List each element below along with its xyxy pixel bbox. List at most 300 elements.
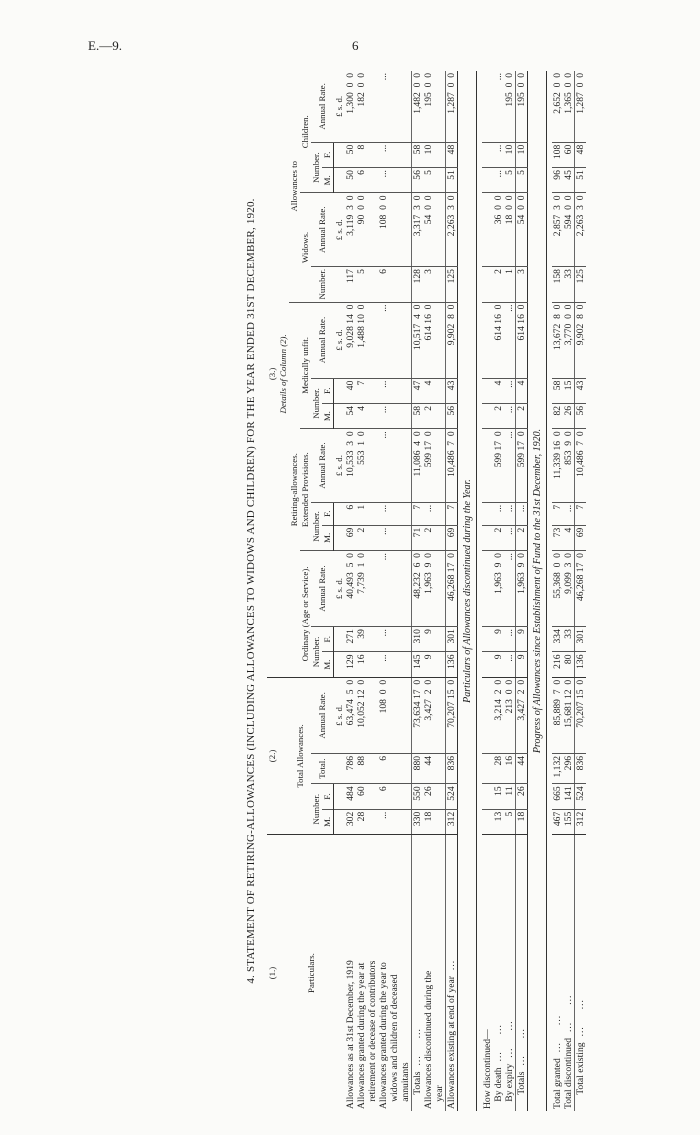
cell-mn-m [434, 403, 446, 428]
medically-rate-heading: Annual Rate. [311, 302, 334, 378]
cell-mr: ... [504, 302, 516, 378]
total-total-heading: Total. [311, 753, 334, 783]
row-label [552, 835, 563, 1111]
cell-en-m: 4 [563, 525, 575, 550]
cell-tn-t [400, 753, 412, 783]
cell-cn-m [367, 168, 378, 193]
cell-or: 7,739 1 0 [356, 551, 367, 627]
widows-rate-units: £ s. d. [334, 193, 345, 267]
cell-tn-t: 16 [504, 753, 516, 783]
cell-cr: 182 0 0 [356, 71, 367, 142]
cell-tn-m [482, 809, 493, 834]
cell-wn: 6 [378, 267, 389, 303]
cell-or: ... [378, 551, 389, 627]
cell-wn: 3 [423, 267, 434, 303]
total-m-heading: M. [322, 809, 334, 834]
cell-tn-f: 26 [515, 784, 527, 809]
cell-cn-f: 48 [445, 142, 457, 167]
cell-on-f: 39 [356, 627, 367, 652]
cell-cn-m: 5 [504, 168, 516, 193]
cell-er: 11,086 4 0 [411, 429, 423, 503]
section-discontinued-heading [457, 71, 482, 1111]
cell-tn-t: 88 [356, 753, 367, 783]
cell-tr [434, 677, 446, 753]
cell-wr: 54 0 0 [515, 193, 527, 267]
cell-wn [367, 267, 378, 303]
table-row [504, 71, 516, 1111]
cell-en-m: 69 [445, 525, 457, 550]
cell-tn-m [389, 809, 400, 834]
cell-mn-m: 2 [515, 403, 527, 428]
row-label [345, 835, 356, 1111]
extended-number-heading: Number. [311, 502, 322, 550]
cell-wr: 90 0 0 [356, 193, 367, 267]
cell-tr: 70,207 15 0 [445, 677, 457, 753]
cell-mn-f [434, 378, 446, 403]
children-f-heading: F. [322, 142, 334, 167]
cell-mn-m: 82 [552, 403, 563, 428]
cell-on-m: 136 [445, 652, 457, 677]
cell-or: 40,493 5 0 [345, 551, 356, 627]
cell-on-f [434, 627, 446, 652]
cell-on-m [400, 652, 412, 677]
cell-tn-f: 60 [356, 784, 367, 809]
cell-mn-f: 7 [356, 378, 367, 403]
cell-wr: 36 0 0 [493, 193, 504, 267]
cell-tn-f: 550 [411, 784, 423, 809]
cell-tn-m [367, 809, 378, 834]
cell-tn-f [434, 784, 446, 809]
row-label [504, 835, 516, 1111]
page-number: 6 [352, 38, 359, 53]
cell-wn: 3 [515, 267, 527, 303]
cell-or: 1,963 9 0 [515, 551, 527, 627]
cell-mn-f: 43 [445, 378, 457, 403]
row-label [389, 835, 400, 1111]
table-row [552, 71, 563, 1111]
cell-on-f: 9 [493, 627, 504, 652]
page-series-label: E.—9. [88, 38, 122, 53]
cell-tn-m: 302 [345, 809, 356, 834]
cell-cr [367, 71, 378, 142]
retiring-allowances-heading: Retiring-allowances. [289, 302, 300, 677]
cell-en-f: ... [504, 502, 516, 525]
leader-dots: ... ... [411, 1028, 423, 1066]
cell-en-m [389, 525, 400, 550]
cell-tr: 15,681 12 0 [563, 677, 575, 753]
leader-dots: ... ... [574, 999, 586, 1037]
cell-wr [367, 193, 378, 267]
cell-mn-m: 58 [411, 403, 423, 428]
cell-tr [400, 677, 412, 753]
cell-cr: 1,287 0 0 [445, 71, 457, 142]
cell-tn-t: 44 [515, 753, 527, 783]
cell-mn-f: 4 [515, 378, 527, 403]
cell-cn-f: 10 [515, 142, 527, 167]
cell-en-m: 69 [345, 525, 356, 550]
medically-f-heading: F. [322, 378, 334, 403]
cell-en-m: 2 [423, 525, 434, 550]
cell-mn-m: 56 [445, 403, 457, 428]
cell-en-f: ... [378, 502, 389, 525]
cell-mn-m: 26 [563, 403, 575, 428]
cell-mn-f: 15 [563, 378, 575, 403]
cell-cn-f: 58 [411, 142, 423, 167]
table-row [434, 71, 446, 1111]
cell-en-m: 2 [515, 525, 527, 550]
cell-mn-m [400, 403, 412, 428]
medically-m-heading: M. [322, 403, 334, 428]
cell-tr: 73,634 17 0 [411, 677, 423, 753]
extended-f-heading: F. [322, 502, 334, 525]
cell-er: 10,486 7 0 [445, 429, 457, 503]
leader-dots: ... [445, 959, 457, 971]
cell-or: 55,368 0 0 [552, 551, 563, 627]
row-label-text: By expiry [503, 1063, 515, 1109]
section-progress-heading [527, 71, 552, 1111]
cell-mr: 3,770 0 0 [563, 302, 575, 378]
cell-cn-f: 60 [563, 142, 575, 167]
cell-mn-m [482, 403, 493, 428]
total-rate-units: £ s. d. [334, 677, 345, 753]
cell-wn: 5 [356, 267, 367, 303]
cell-mr: 13,672 8 0 [552, 302, 563, 378]
row-label [367, 835, 378, 1111]
cell-tr: 3,427 2 0 [515, 677, 527, 753]
table-row [482, 71, 493, 1111]
cell-cn-m [482, 168, 493, 193]
cell-tr [367, 677, 378, 753]
children-rate-units: £ s. d. [334, 71, 345, 142]
row-label-text: By death [492, 1067, 504, 1109]
cell-en-m: 2 [356, 525, 367, 550]
cell-er: 853 9 0 [563, 429, 575, 503]
total-rate-heading: Annual Rate. [311, 677, 334, 753]
cell-mn-f: 58 [552, 378, 563, 403]
row-label [400, 835, 412, 1111]
cell-on-m: ... [504, 652, 516, 677]
cell-tn-t: 786 [345, 753, 356, 783]
cell-cr: 195 0 0 [423, 71, 434, 142]
cell-er [482, 429, 493, 503]
row-label [515, 835, 527, 1111]
cell-tn-t [367, 753, 378, 783]
row-label [356, 835, 367, 1111]
row-label [411, 835, 423, 1111]
section-main [345, 71, 458, 1111]
table-header [267, 71, 345, 1111]
cell-cn-m: 56 [411, 168, 423, 193]
cell-cr: 2,652 0 0 [552, 71, 563, 142]
cell-en-f: ... [515, 502, 527, 525]
cell-en-f: ... [423, 502, 434, 525]
statement-title: 4. STATEMENT OF RETIRING-ALLOWANCES (INCLUDING ALLOWANCES TO WIDOWS AND CHILDREN) FOR THE YEAR ENDED 31ST DECEMBER, 1920. [245, 198, 257, 984]
row-label-text: widows and children of deceased [388, 974, 400, 1109]
cell-wn: 125 [445, 267, 457, 303]
cell-cr: ... [378, 71, 389, 142]
cell-cn-m [389, 168, 400, 193]
cell-mn-m: 4 [356, 403, 367, 428]
cell-er: ... [504, 429, 516, 503]
cell-en-f: 7 [445, 502, 457, 525]
row-label-text: Allowances existing at end of year [445, 976, 457, 1109]
cell-tn-m [434, 809, 446, 834]
row-label [493, 835, 504, 1111]
cell-cn-m: 45 [563, 168, 575, 193]
cell-mn-m [367, 403, 378, 428]
cell-tn-t: 296 [563, 753, 575, 783]
cell-wr: 3,119 3 0 [345, 193, 356, 267]
cell-tn-f: 26 [423, 784, 434, 809]
table-row [400, 71, 412, 1111]
cell-cn-f [367, 142, 378, 167]
table-row [563, 71, 575, 1111]
total-number-heading: Number. [311, 784, 322, 835]
cell-wn: 128 [411, 267, 423, 303]
table-row [389, 71, 400, 1111]
table-row [515, 71, 527, 1111]
cell-tr: 3,214 2 0 [493, 677, 504, 753]
cell-tr: 63,474 5 0 [345, 677, 356, 753]
row-label [434, 835, 446, 1111]
cell-tn-f [400, 784, 412, 809]
cell-cn-f: ... [378, 142, 389, 167]
cell-wn: 33 [563, 267, 575, 303]
cell-mn-m: ... [504, 403, 516, 428]
ordinary-m-heading: M. [322, 652, 334, 677]
cell-wn [389, 267, 400, 303]
cell-tn-m: 312 [445, 809, 457, 834]
cell-wr [400, 193, 412, 267]
cell-tn-t: 880 [411, 753, 423, 783]
cell-er [434, 429, 446, 503]
leader-dots: ... ... [551, 1014, 563, 1053]
cell-on-m: 9 [423, 652, 434, 677]
leader-dots: ... ... [515, 1028, 527, 1066]
cell-mn-f: 4 [493, 378, 504, 403]
cell-en-m: 73 [552, 525, 563, 550]
ordinary-heading: Ordinary (Age or Service). [300, 551, 311, 678]
cell-en-f: 6 [345, 502, 356, 525]
table-row [378, 71, 389, 1111]
cell-on-f: ... [378, 627, 389, 652]
table-row [411, 71, 423, 1111]
cell-cn-m: 96 [552, 168, 563, 193]
cell-cn-f: 48 [574, 142, 586, 167]
table-row [356, 71, 367, 1111]
cell-cr: 1,287 0 0 [574, 71, 586, 142]
cell-on-f [389, 627, 400, 652]
cell-on-f: 9 [515, 627, 527, 652]
cell-on-m: 216 [552, 652, 563, 677]
cell-tn-f [367, 784, 378, 809]
cell-en-f [400, 502, 412, 525]
cell-cr: 195 0 0 [515, 71, 527, 142]
cell-tn-m: 28 [356, 809, 367, 834]
cell-cn-m: 6 [356, 168, 367, 193]
cell-cn-m: 51 [445, 168, 457, 193]
cell-wr: 2,857 3 0 [552, 193, 563, 267]
cell-mn-f: 47 [411, 378, 423, 403]
discontinued-caption: Particulars of Allowances discontinued during the Year. [457, 71, 476, 1111]
cell-or: 1,963 9 0 [423, 551, 434, 627]
cell-on-f: 271 [345, 627, 356, 652]
ordinary-rate-units: £ s. d. [334, 551, 345, 627]
row-label-text: Total granted [551, 1058, 563, 1109]
cell-en-f: 1 [356, 502, 367, 525]
cell-on-f: 9 [423, 627, 434, 652]
cell-on-m [434, 652, 446, 677]
cell-tr: 108 0 0 [378, 677, 389, 753]
cell-on-m: 80 [563, 652, 575, 677]
cell-tn-t: 836 [445, 753, 457, 783]
cell-mr [400, 302, 412, 378]
cell-cn-f: 10 [504, 142, 516, 167]
cell-er: 599 17 0 [493, 429, 504, 503]
cell-tr: 85,889 7 0 [552, 677, 563, 753]
cell-or: 46,268 17 0 [574, 551, 586, 627]
cell-en-f: ... [563, 502, 575, 525]
cell-tn-m: 18 [515, 809, 527, 834]
cell-er [400, 429, 412, 503]
cell-tn-t [434, 753, 446, 783]
cell-wr: 54 0 0 [423, 193, 434, 267]
ordinary-f-heading: F. [322, 627, 334, 652]
cell-wn: 1 [504, 267, 516, 303]
cell-en-m: 71 [411, 525, 423, 550]
row-label-text: Allowances granted during the year at [355, 962, 367, 1109]
col-number-1: (1.) [267, 966, 277, 980]
row-label-text: Allowances as at 31st December, 1919 [344, 960, 356, 1109]
cell-mr: 10,517 4 0 [411, 302, 423, 378]
col-number-3: (3.) [267, 71, 278, 677]
table-row [574, 71, 586, 1111]
cell-mr: ... [378, 302, 389, 378]
cell-wn: 117 [345, 267, 356, 303]
cell-er: 599 17 0 [515, 429, 527, 503]
cell-mn-f: ... [504, 378, 516, 403]
row-label [574, 835, 586, 1111]
cell-tn-t [389, 753, 400, 783]
cell-on-m: 9 [493, 652, 504, 677]
cell-tn-f: 484 [345, 784, 356, 809]
cell-or: 1,963 9 0 [493, 551, 504, 627]
table-row [345, 71, 356, 1111]
cell-cn-f: ... [493, 142, 504, 167]
cell-on-m: 145 [411, 652, 423, 677]
cell-mn-f: 4 [423, 378, 434, 403]
section-discontinued [482, 71, 528, 1111]
cell-en-m [434, 525, 446, 550]
cell-tn-t: 1,132 [552, 753, 563, 783]
cell-tr: 70,207 15 0 [574, 677, 586, 753]
cell-cr [400, 71, 412, 142]
widows-number-heading: Number. [311, 267, 334, 303]
table-row [445, 71, 457, 1111]
cell-or [367, 551, 378, 627]
cell-tn-f: 6 [378, 784, 389, 809]
cell-cr: 1,482 0 0 [411, 71, 423, 142]
cell-tr [482, 677, 493, 753]
cell-en-f: ... [493, 502, 504, 525]
cell-cr: 195 0 0 [504, 71, 516, 142]
cell-tn-f: 15 [493, 784, 504, 809]
cell-on-f [367, 627, 378, 652]
cell-cn-f: 8 [356, 142, 367, 167]
cell-cr [389, 71, 400, 142]
cell-wr [389, 193, 400, 267]
cell-mr: 614 16 0 [493, 302, 504, 378]
allowances-to-heading: Allowances to [289, 71, 300, 302]
extended-rate-heading: Annual Rate. [311, 429, 334, 503]
cell-on-m: 16 [356, 652, 367, 677]
row-label [445, 835, 457, 1111]
cell-mr: 614 16 0 [515, 302, 527, 378]
cell-tn-t: 44 [423, 753, 434, 783]
cell-mn-f [367, 378, 378, 403]
row-label-text: Total existing [574, 1042, 586, 1109]
cell-tn-m: 5 [504, 809, 516, 834]
row-label-text: retirement or decease of contributors [366, 960, 378, 1109]
cell-cn-f: 108 [552, 142, 563, 167]
cell-en-m [367, 525, 378, 550]
cell-en-f [389, 502, 400, 525]
children-rate-heading: Annual Rate. [311, 71, 334, 142]
cell-tr [389, 677, 400, 753]
cell-mn-m: 56 [574, 403, 586, 428]
cell-or: 48,232 6 0 [411, 551, 423, 627]
cell-cr [482, 71, 493, 142]
cell-wr: 2,263 3 0 [574, 193, 586, 267]
cell-on-f: ... [504, 627, 516, 652]
cell-cr: 1,300 0 0 [345, 71, 356, 142]
cell-on-f: 33 [563, 627, 575, 652]
row-label-text: Allowances granted during the year to [377, 962, 389, 1109]
cell-wn: 158 [552, 267, 563, 303]
cell-cn-m: ... [378, 168, 389, 193]
row-label-text: How discontinued— [481, 1029, 493, 1109]
row-label [423, 835, 434, 1111]
cell-on-f: 310 [411, 627, 423, 652]
cell-on-m [389, 652, 400, 677]
cell-wn [434, 267, 446, 303]
table-row [423, 71, 434, 1111]
cell-er [389, 429, 400, 503]
leader-dots: ... ... [562, 994, 574, 1032]
cell-on-m: 136 [574, 652, 586, 677]
particulars-heading: Particulars. [305, 953, 316, 993]
cell-en-f [434, 502, 446, 525]
cell-mn-f: 43 [574, 378, 586, 403]
cell-tn-f: 524 [574, 784, 586, 809]
cell-mr [389, 302, 400, 378]
cell-tn-m: 330 [411, 809, 423, 834]
cell-tn-t: 6 [378, 753, 389, 783]
cell-cn-f [482, 142, 493, 167]
medically-heading: Medically unfit. [300, 302, 311, 429]
cell-cn-f: 50 [345, 142, 356, 167]
extended-heading: Extended Provisions. [300, 429, 311, 551]
cell-mr: 9,902 8 0 [445, 302, 457, 378]
cell-mn-f [389, 378, 400, 403]
cell-mr: 614 16 0 [423, 302, 434, 378]
cell-cr [434, 71, 446, 142]
cell-on-f [400, 627, 412, 652]
row-label-text: annuitants [399, 1062, 411, 1109]
cell-mr: 1,488 10 0 [356, 302, 367, 378]
cell-on-f: 301 [574, 627, 586, 652]
table-row [367, 71, 378, 1111]
